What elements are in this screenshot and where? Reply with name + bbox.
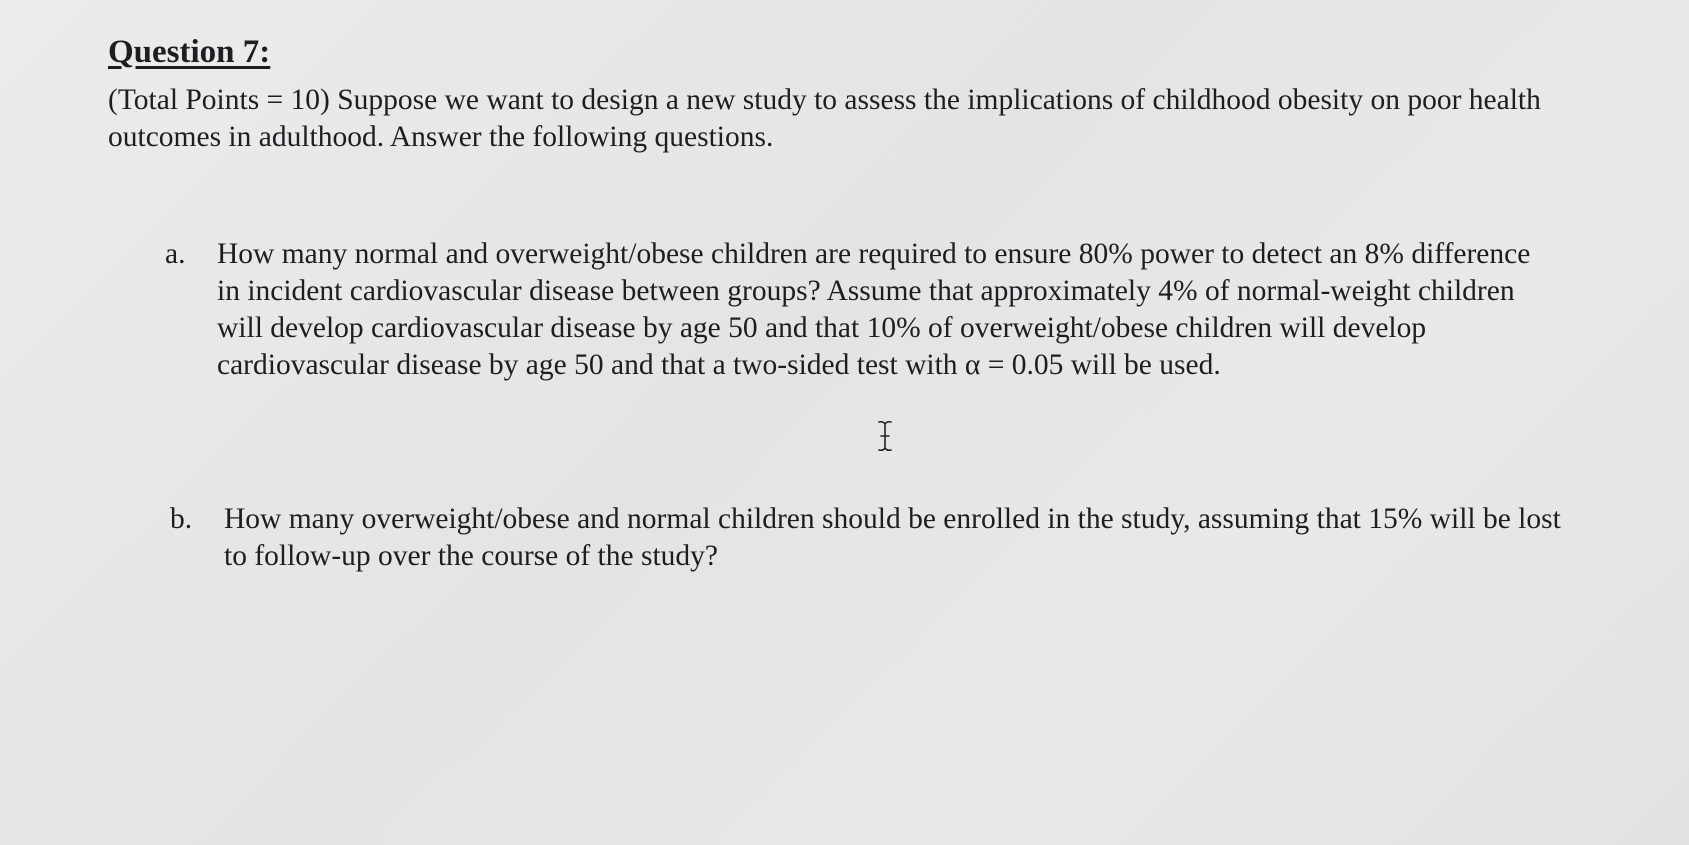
question-part-b — [170, 501, 1570, 581]
part-a-text: How many normal and overweight/obese children are required to ensure 80% power to detect an 8% difference in incident cardiovascular disease between groups? Assume that approximately 4% of normal-weight children will develop cardiovascular disease by age 50 and that 10% of overweight/obese children will develop cardiovascular disease by age 50 and that a two-sided test with α = 0.05 will be used. — [217, 238, 1531, 381]
question-part-a — [165, 236, 1565, 396]
question-intro: (Total Points = 10) Suppose we want to design a new study to assess the implications of childhood obesity on poor health outcomes in adulthood. Answer the following questions. — [108, 84, 1541, 153]
question-title: Question 7: — [108, 34, 271, 70]
text-cursor-icon — [876, 420, 894, 452]
part-b-marker: b. — [170, 503, 193, 535]
part-a-marker: a. — [165, 238, 186, 270]
part-b-text: How many overweight/obese and normal children should be enrolled in the study, assuming that 15% will be lost to follow-up over the course of the study? — [224, 503, 1561, 572]
